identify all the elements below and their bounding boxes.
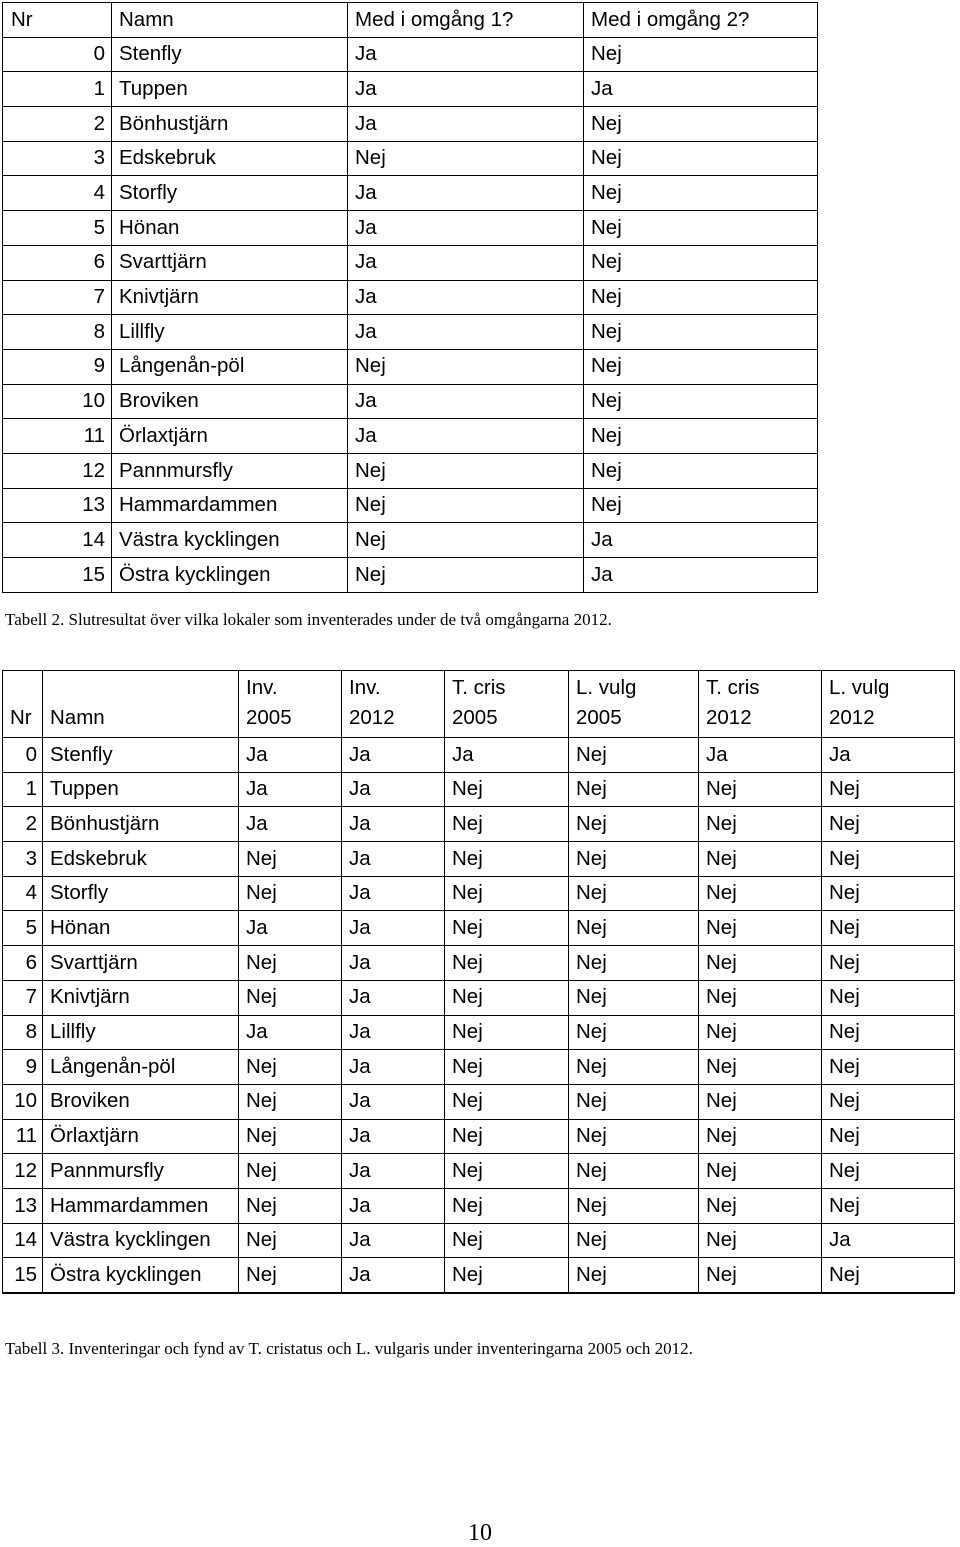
table-3-cell: Nej <box>569 946 699 981</box>
table-2-row <box>3 523 818 558</box>
table-3-row <box>3 946 955 981</box>
table-3-header-line1: L. vulg <box>576 676 637 699</box>
table-3-cell: Nej <box>699 1258 822 1293</box>
table-3-header-line2: Namn <box>50 706 105 729</box>
table-2-cell: Nej <box>584 315 818 350</box>
table-2-cell: Nej <box>584 384 818 419</box>
table-2-cell: Nej <box>348 141 584 176</box>
table-3-header-line2: 2012 <box>706 706 752 729</box>
table-3-cell: Ja <box>342 1015 445 1050</box>
table-2-cell: 13 <box>3 488 112 523</box>
table-3-cell: Nej <box>445 842 569 877</box>
table-3-cell: Nej <box>569 807 699 842</box>
table-3-cell: 5 <box>3 911 43 946</box>
table-3-cell: Nej <box>569 738 699 773</box>
table-2-cell: Hönan <box>112 211 348 246</box>
table-2-row <box>3 72 818 107</box>
table-2-cell: Nej <box>584 176 818 211</box>
table-3-cell: Nej <box>569 1119 699 1154</box>
table-3-cell: Ja <box>342 1188 445 1223</box>
table-3-cell: Edskebruk <box>43 842 239 877</box>
table-2-cell: Ja <box>584 558 818 593</box>
table-2-cell: 5 <box>3 211 112 246</box>
table-2-cell: Hammardammen <box>112 488 348 523</box>
table-3-cell: Nej <box>445 1188 569 1223</box>
table-2-cell: 4 <box>3 176 112 211</box>
table-3-header-line2: 2005 <box>452 706 498 729</box>
table-2-cell: Ja <box>348 419 584 454</box>
table-3-cell: 9 <box>3 1050 43 1085</box>
table-3-header-cell <box>342 671 445 738</box>
table-3-cell: Ja <box>239 1015 342 1050</box>
table-3-cell: Ja <box>342 1050 445 1085</box>
table-3-cell: Nej <box>822 1154 955 1189</box>
table-2-row <box>3 558 818 593</box>
table-2-cell: Svarttjärn <box>112 245 348 280</box>
table-2-cell: Ja <box>348 384 584 419</box>
table-3-cell: Nej <box>822 772 955 807</box>
table-3-cell: Ja <box>239 738 342 773</box>
table-3-row <box>3 980 955 1015</box>
table-3-cell: Nej <box>699 1188 822 1223</box>
table-3-cell: Nej <box>445 807 569 842</box>
table-2-cell: Edskebruk <box>112 141 348 176</box>
table-2-cell: Nej <box>348 523 584 558</box>
table-3-row <box>3 1119 955 1154</box>
table-2-cell: Nej <box>584 488 818 523</box>
table-3-cell: Ja <box>342 980 445 1015</box>
table-2-caption: Tabell 2. Slutresultat över vilka lokaler som inventerades under de två omgångarna 2012. <box>5 610 612 629</box>
table-3-cell: 11 <box>3 1119 43 1154</box>
table-3-header-line2: 2005 <box>576 706 622 729</box>
table-3-cell: Nej <box>445 1258 569 1293</box>
table-2-cell: Nej <box>584 107 818 142</box>
table-2-cell: Nej <box>584 37 818 72</box>
table-3-cell: Nej <box>699 842 822 877</box>
table-2-row <box>3 453 818 488</box>
table-3-cell: Svarttjärn <box>43 946 239 981</box>
table-3-cell: Nej <box>239 1050 342 1085</box>
table-2-row <box>3 176 818 211</box>
table-3-cell: Nej <box>822 807 955 842</box>
table-2-cell: 8 <box>3 315 112 350</box>
table-3-cell: Lillfly <box>43 1015 239 1050</box>
table-3-row <box>3 807 955 842</box>
table-2-cell: Tuppen <box>112 72 348 107</box>
table-3-cell: Nej <box>699 980 822 1015</box>
table-3-cell: Nej <box>239 980 342 1015</box>
table-3-header-cell <box>699 671 822 738</box>
table-2-row <box>3 37 818 72</box>
table-3-cell: Nej <box>699 876 822 911</box>
table-3-cell: Nej <box>822 1050 955 1085</box>
table-3-cell: Nej <box>699 772 822 807</box>
table-3-cell: Ja <box>342 738 445 773</box>
table-3-cell: Nej <box>569 772 699 807</box>
table-2-cell: Nej <box>584 349 818 384</box>
table-2-cell: Ja <box>348 280 584 315</box>
table-3-header-line1 <box>50 673 238 703</box>
table-3-header-line2: 2005 <box>246 706 292 729</box>
table-3-cell: Stenfly <box>43 738 239 773</box>
table-3-cell: 12 <box>3 1154 43 1189</box>
table-2-cell: Nej <box>584 453 818 488</box>
table-3-cell: Nej <box>822 946 955 981</box>
table-3-header-line1: Inv. <box>349 676 381 699</box>
table-2-cell: Örlaxtjärn <box>112 419 348 454</box>
table-2-cell: Nej <box>584 419 818 454</box>
table-2-cell: Bönhustjärn <box>112 107 348 142</box>
table-3-cell: Ja <box>342 876 445 911</box>
table-3-header-line1: L. vulg <box>829 676 890 699</box>
table-2-cell: 0 <box>3 37 112 72</box>
table-3-header-cell <box>822 671 955 738</box>
table-2-cell: Stenfly <box>112 37 348 72</box>
table-3-cell: Nej <box>239 1084 342 1119</box>
table-2-cell: 7 <box>3 280 112 315</box>
table-3-cell: Nej <box>699 946 822 981</box>
table-3-cell: Nej <box>239 842 342 877</box>
table-3-row <box>3 1015 955 1050</box>
table-3-cell: Ja <box>239 911 342 946</box>
table-3-cell: Nej <box>445 1050 569 1085</box>
table-3-header-row <box>3 671 955 738</box>
table-3-cell: Ja <box>822 738 955 773</box>
table-2-cell: 6 <box>3 245 112 280</box>
table-3-cell: Nej <box>569 911 699 946</box>
table-2-header-cell: Nr <box>3 3 112 38</box>
table-2-row <box>3 349 818 384</box>
table-2-row <box>3 141 818 176</box>
table-2-cell: Nej <box>584 141 818 176</box>
table-3-cell: 14 <box>3 1223 43 1258</box>
table-3-header-cell <box>445 671 569 738</box>
table-3-body <box>3 671 955 1294</box>
table-3-cell: Nej <box>569 876 699 911</box>
table-3-cell: Knivtjärn <box>43 980 239 1015</box>
table-3-row <box>3 1223 955 1258</box>
table-3-cell: Nej <box>569 1154 699 1189</box>
table-2-row <box>3 488 818 523</box>
table-3-cell: Nej <box>822 1119 955 1154</box>
table-2-cell: 9 <box>3 349 112 384</box>
table-2-cell: Nej <box>584 280 818 315</box>
table-3-cell: Västra kycklingen <box>43 1223 239 1258</box>
table-3-cell: Ja <box>342 1154 445 1189</box>
table-2-cell: Nej <box>584 211 818 246</box>
table-2-body <box>3 3 818 593</box>
table-3-cell: Ja <box>342 1084 445 1119</box>
table-2-cell: Knivtjärn <box>112 280 348 315</box>
table-3-cell: 7 <box>3 980 43 1015</box>
table-3-cell: Nej <box>822 876 955 911</box>
table-3-cell: Nej <box>569 1050 699 1085</box>
table-2-cell: 2 <box>3 107 112 142</box>
table-3-header-line1: T. cris <box>706 676 760 699</box>
table-2-cell: Ja <box>584 72 818 107</box>
table-3-cell: Nej <box>699 1015 822 1050</box>
table-2-header-cell: Med i omgång 2? <box>584 3 818 38</box>
table-2-cell: Broviken <box>112 384 348 419</box>
table-3-cell: Nej <box>445 980 569 1015</box>
table-3-row <box>3 1154 955 1189</box>
table-2-cell: Nej <box>348 558 584 593</box>
table-2-row <box>3 107 818 142</box>
table-3-cell: Ja <box>342 1223 445 1258</box>
table-3-cell: Nej <box>569 1258 699 1293</box>
table-3-header-cell <box>239 671 342 738</box>
table-3-row <box>3 911 955 946</box>
table-3-cell: Tuppen <box>43 772 239 807</box>
table-3-cell: Pannmursfly <box>43 1154 239 1189</box>
table-3-cell: Nej <box>239 1154 342 1189</box>
table-3 <box>2 670 955 1294</box>
table-2-row <box>3 384 818 419</box>
table-3-cell: Nej <box>822 1084 955 1119</box>
table-2-cell: Västra kycklingen <box>112 523 348 558</box>
table-3-cell: 1 <box>3 772 43 807</box>
table-3-cell: Ja <box>822 1223 955 1258</box>
table-3-cell: Nej <box>699 1154 822 1189</box>
table-3-cell: Nej <box>822 1015 955 1050</box>
table-3-cell: Nej <box>239 946 342 981</box>
table-2-header-cell: Med i omgång 1? <box>348 3 584 38</box>
table-2-cell: Ja <box>348 107 584 142</box>
table-3-cell: Nej <box>569 1015 699 1050</box>
table-3-row <box>3 1258 955 1293</box>
table-3-cell: Nej <box>699 1084 822 1119</box>
table-2-cell: Nej <box>348 453 584 488</box>
table-3-cell: Nej <box>239 1188 342 1223</box>
table-3-cell: Ja <box>342 1119 445 1154</box>
table-3-row <box>3 1050 955 1085</box>
table-3-cell: Nej <box>822 842 955 877</box>
table-3-row <box>3 772 955 807</box>
table-3-cell: Nej <box>445 1015 569 1050</box>
table-2 <box>2 2 818 593</box>
table-3-cell: Nej <box>445 911 569 946</box>
table-3-cell: 2 <box>3 807 43 842</box>
table-3-cell: Nej <box>822 980 955 1015</box>
table-3-cell: Nej <box>239 1223 342 1258</box>
table-2-cell: Ja <box>348 315 584 350</box>
table-3-cell: Bönhustjärn <box>43 807 239 842</box>
table-3-cell: Nej <box>569 842 699 877</box>
table-3-cell: Nej <box>569 1084 699 1119</box>
table-2-cell: Pannmursfly <box>112 453 348 488</box>
table-3-cell: Nej <box>699 1050 822 1085</box>
table-2-cell: Långenån-pöl <box>112 349 348 384</box>
table-2-cell: 12 <box>3 453 112 488</box>
table-2-cell: Nej <box>348 349 584 384</box>
table-2-cell: Storfly <box>112 176 348 211</box>
table-3-cell: 4 <box>3 876 43 911</box>
table-3-cell: 10 <box>3 1084 43 1119</box>
table-3-header-cell <box>3 671 43 738</box>
table-3-cell: Ja <box>342 842 445 877</box>
table-2-row <box>3 315 818 350</box>
table-3-caption: Tabell 3. Inventeringar och fynd av T. cristatus och L. vulgaris under inventeringarna 2005 och 2012. <box>5 1339 693 1358</box>
table-2-cell: 10 <box>3 384 112 419</box>
table-3-cell: Nej <box>445 1084 569 1119</box>
table-3-cell: Nej <box>445 946 569 981</box>
table-2-cell: 1 <box>3 72 112 107</box>
table-3-cell: Broviken <box>43 1084 239 1119</box>
table-2-cell: Ja <box>348 72 584 107</box>
table-3-cell: 8 <box>3 1015 43 1050</box>
table-3-cell: Nej <box>822 911 955 946</box>
table-3-cell: 3 <box>3 842 43 877</box>
table-3-cell: Nej <box>445 1223 569 1258</box>
table-3-cell: Östra kycklingen <box>43 1258 239 1293</box>
table-2-cell: Nej <box>584 245 818 280</box>
table-3-cell: Storfly <box>43 876 239 911</box>
table-3-cell: 15 <box>3 1258 43 1293</box>
table-3-cell: 0 <box>3 738 43 773</box>
table-2-cell: Nej <box>348 488 584 523</box>
table-2-cell: Östra kycklingen <box>112 558 348 593</box>
table-3-cell: Nej <box>699 1119 822 1154</box>
table-3-row <box>3 1188 955 1223</box>
table-3-cell: Nej <box>445 876 569 911</box>
table-3-cell: Nej <box>569 1188 699 1223</box>
table-2-cell: Ja <box>348 211 584 246</box>
table-3-cell: 13 <box>3 1188 43 1223</box>
table-3-header-line1 <box>10 673 37 703</box>
table-2-cell: Ja <box>584 523 818 558</box>
table-3-header-line2: 2012 <box>349 706 395 729</box>
table-3-row <box>3 1084 955 1119</box>
table-3-cell: Nej <box>699 807 822 842</box>
table-3-cell: Nej <box>239 1258 342 1293</box>
table-3-cell: Hammardammen <box>43 1188 239 1223</box>
table-3-header-line2: Nr <box>10 706 32 729</box>
table-3-cell: Ja <box>239 807 342 842</box>
table-2-row <box>3 280 818 315</box>
table-3-header-line1: T. cris <box>452 676 506 699</box>
table-3-cell: Ja <box>342 1258 445 1293</box>
table-3-cell: Nej <box>445 1119 569 1154</box>
table-2-cell: Lillfly <box>112 315 348 350</box>
table-3-cell: Nej <box>445 1154 569 1189</box>
table-3-cell: Ja <box>342 946 445 981</box>
page-number: 10 <box>468 1520 492 1546</box>
table-2-cell: 11 <box>3 419 112 454</box>
table-3-cell: Nej <box>699 911 822 946</box>
table-2-cell: Ja <box>348 37 584 72</box>
table-2-cell: 3 <box>3 141 112 176</box>
table-3-cell: Nej <box>239 1119 342 1154</box>
table-3-cell: Ja <box>445 738 569 773</box>
table-3-cell: Nej <box>239 876 342 911</box>
table-2-cell: 14 <box>3 523 112 558</box>
table-3-cell: Nej <box>822 1188 955 1223</box>
table-2-cell: 15 <box>3 558 112 593</box>
table-3-cell: Nej <box>569 1223 699 1258</box>
table-3-cell: 6 <box>3 946 43 981</box>
table-3-header-cell <box>43 671 239 738</box>
table-3-row <box>3 842 955 877</box>
table-3-row <box>3 738 955 773</box>
table-2-header-cell: Namn <box>112 3 348 38</box>
table-2-header-row <box>3 3 818 38</box>
table-3-cell: Ja <box>342 772 445 807</box>
table-3-cell: Nej <box>569 980 699 1015</box>
table-3-cell: Nej <box>822 1258 955 1293</box>
table-2-row <box>3 211 818 246</box>
table-3-cell: Nej <box>445 772 569 807</box>
table-3-cell: Ja <box>699 738 822 773</box>
table-3-cell: Ja <box>342 807 445 842</box>
table-3-cell: Nej <box>699 1223 822 1258</box>
table-3-cell: Långenån-pöl <box>43 1050 239 1085</box>
table-3-cell: Ja <box>342 911 445 946</box>
table-3-header-line2: 2012 <box>829 706 875 729</box>
table-2-row <box>3 419 818 454</box>
table-3-cell: Hönan <box>43 911 239 946</box>
table-3-header-line1: Inv. <box>246 676 278 699</box>
table-3-header-cell <box>569 671 699 738</box>
table-2-row <box>3 245 818 280</box>
table-3-cell: Ja <box>239 772 342 807</box>
table-3-cell: Örlaxtjärn <box>43 1119 239 1154</box>
table-2-cell: Ja <box>348 176 584 211</box>
table-2-cell: Ja <box>348 245 584 280</box>
table-3-row <box>3 876 955 911</box>
